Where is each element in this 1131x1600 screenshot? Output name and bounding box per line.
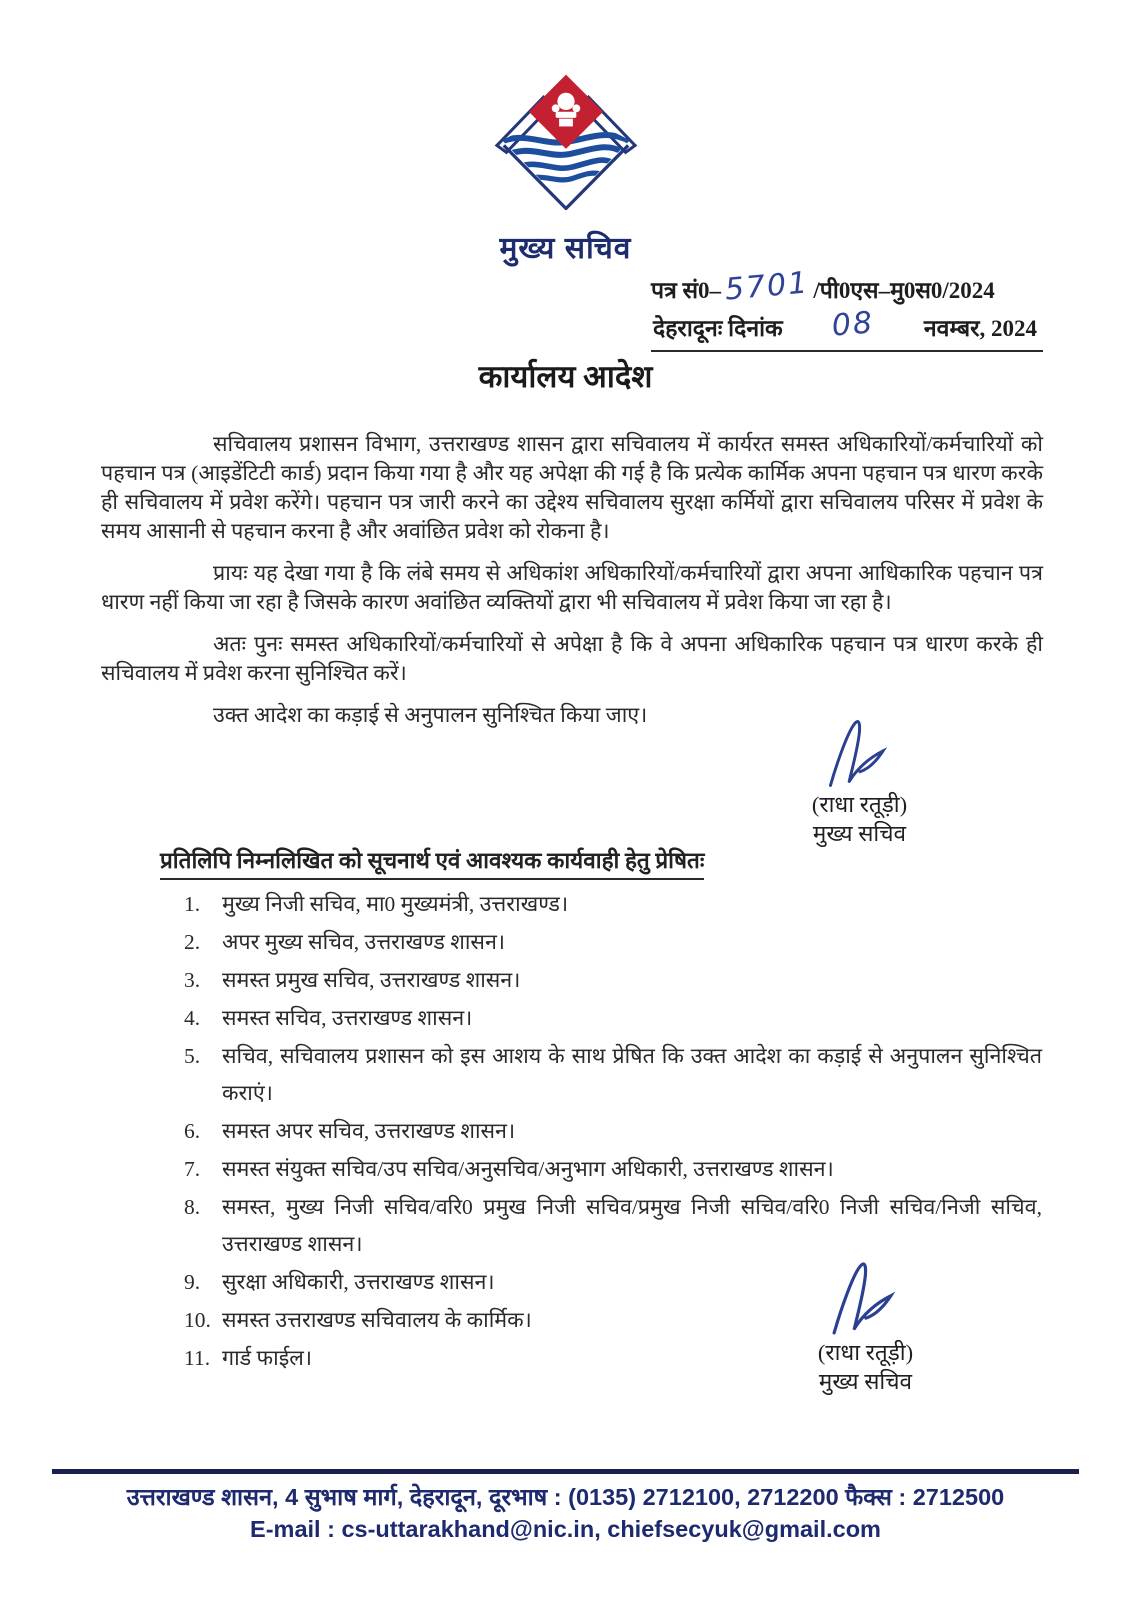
item-number: 8. bbox=[184, 1195, 201, 1219]
paragraph-2: प्रायः यह देखा गया है कि लंबे समय से अधिकांश अधिकारियों/कर्मचारियों द्वारा अपना आधिकारिक पहचान पत्र धारण नहीं किया जा रहा है जिसके कारण अवांछित व्यक्तियों द्वारा भी सचिवालय में प्रवेश किया जा रहा है। bbox=[101, 561, 1043, 614]
signatory-name: (राधा रतूड़ी) bbox=[811, 792, 908, 817]
list-item bbox=[184, 1038, 1042, 1112]
footer-email: E-mail : cs-uttarakhand@nic.in, chiefsecyuk@gmail.com bbox=[250, 1516, 881, 1542]
item-number: 6. bbox=[184, 1119, 201, 1143]
signature-block-bottom bbox=[758, 1258, 973, 1396]
paragraph-3: अतः पुनः समस्त अधिकारियों/कर्मचारियों से अपेक्षा है कि वे अपना अधिकारिक पहचान पत्र धारण करके ही सचिवालय में प्रवेश करना सुनिश्चित करें। bbox=[101, 632, 1043, 685]
reference-block bbox=[651, 265, 1043, 352]
document-title: कार्यालय आदेश bbox=[478, 359, 653, 394]
list-item bbox=[184, 1000, 1042, 1037]
item-number: 11. bbox=[184, 1346, 211, 1370]
place-date-label: देहरादूनः दिनांक bbox=[653, 316, 783, 341]
signatory-name: (राधा रतूड़ी) bbox=[817, 1340, 914, 1365]
item-text: समस्त उत्तराखण्ड सचिवालय के कार्मिक। bbox=[222, 1308, 532, 1332]
month-year: नवम्बर, 2024 bbox=[923, 316, 1037, 341]
item-text: समस्त प्रमुख सचिव, उत्तराखण्ड शासन। bbox=[222, 968, 521, 992]
item-text: सुरक्षा अधिकारी, उत्तराखण्ड शासन। bbox=[222, 1270, 495, 1294]
item-number: 9. bbox=[184, 1270, 201, 1294]
footer-address-phone: उत्तराखण्ड शासन, 4 सुभाष मार्ग, देहरादून, दूरभाष : (0135) 2712100, 2712200 फैक्स : 2712500 bbox=[126, 1484, 1005, 1510]
letter-number-label: पत्र सं0– bbox=[651, 278, 722, 303]
paragraph-1: सचिवालय प्रशासन विभाग, उत्तराखण्ड शासन द्वारा सचिवालय में कार्यरत समस्त अधिकारियों/कर्मचारियों को पहचान पत्र (आइडेंटिटी कार्ड) प्रदान किया गया है और यह अपेक्षा की गई है कि प्रत्येक कार्मिक अपना पहचान पत्र धारण करके ही सचिवालय में प्रवेश करेंगे। पहचान पत्र जारी करने का उद्देश्य सचिवालय सुरक्षा कर्मियों द्वारा सचिवालय परिसर में प्रवेश के समय आसानी से पहचान करना है और अवांछित प्रवेश को रोकना है। bbox=[101, 432, 1043, 543]
item-number: 2. bbox=[184, 930, 201, 954]
signatory-designation: मुख्य सचिव bbox=[812, 821, 907, 846]
letterhead-footer bbox=[52, 1469, 1079, 1545]
signature-mark-icon bbox=[822, 716, 898, 792]
item-number: 5. bbox=[184, 1044, 201, 1068]
body-text bbox=[101, 430, 1043, 743]
list-item bbox=[184, 962, 1042, 999]
item-text: अपर मुख्य सचिव, उत्तराखण्ड शासन। bbox=[222, 930, 506, 954]
paragraph-4: उक्त आदेश का कड़ाई से अनुपालन सुनिश्चित किया जाए। bbox=[213, 703, 648, 727]
item-text: समस्त अपर सचिव, उत्तराखण्ड शासन। bbox=[222, 1119, 516, 1143]
handwritten-letter-number: 5701 bbox=[723, 265, 811, 308]
uttarakhand-emblem-icon bbox=[477, 66, 655, 218]
list-item bbox=[184, 924, 1042, 961]
item-text: मुख्य निजी सचिव, मा0 मुख्यमंत्री, उत्तराखण्ड। bbox=[222, 892, 569, 916]
signatory-designation: मुख्य सचिव bbox=[818, 1369, 913, 1394]
letterhead bbox=[0, 66, 1131, 267]
item-text: समस्त सचिव, उत्तराखण्ड शासन। bbox=[222, 1006, 473, 1030]
office-name: मुख्य सचिव bbox=[499, 232, 632, 265]
letter-number-line bbox=[651, 265, 1043, 308]
item-text: गार्ड फाईल। bbox=[222, 1346, 312, 1370]
list-item bbox=[184, 1189, 1042, 1263]
letter-number-suffix: /पी0एस–मु0स0/2024 bbox=[813, 278, 995, 303]
item-text: समस्त संयुक्त सचिव/उप सचिव/अनुसचिव/अनुभाग अधिकारी, उत्तराखण्ड शासन। bbox=[222, 1157, 834, 1181]
item-number: 4. bbox=[184, 1006, 201, 1030]
list-item bbox=[184, 1113, 1042, 1150]
signature-mark-icon bbox=[825, 1258, 907, 1340]
signature-block-top bbox=[752, 716, 967, 848]
handwritten-day: 08 bbox=[830, 305, 876, 344]
item-number: 3. bbox=[184, 968, 201, 992]
copy-to-heading: प्रतिलिपि निम्नलिखित को सूचनार्थ एवं आवश्यक कार्यवाही हेतु प्रेषितः bbox=[160, 844, 704, 880]
item-text: सचिव, सचिवालय प्रशासन को इस आशय के साथ प्रेषित कि उक्त आदेश का कड़ाई से अनुपालन सुनिश्चित कराएं। bbox=[222, 1044, 1042, 1105]
item-text: समस्त, मुख्य निजी सचिव/वरि0 प्रमुख निजी सचिव/प्रमुख निजी सचिव/वरि0 निजी सचिव/निजी सचिव, उत्तराखण्ड शासन। bbox=[222, 1195, 1042, 1256]
list-item bbox=[184, 886, 1042, 923]
item-number: 10. bbox=[184, 1308, 211, 1332]
item-number: 1. bbox=[184, 892, 201, 916]
item-number: 7. bbox=[184, 1157, 201, 1181]
date-line bbox=[651, 305, 1043, 352]
list-item bbox=[184, 1151, 1042, 1188]
